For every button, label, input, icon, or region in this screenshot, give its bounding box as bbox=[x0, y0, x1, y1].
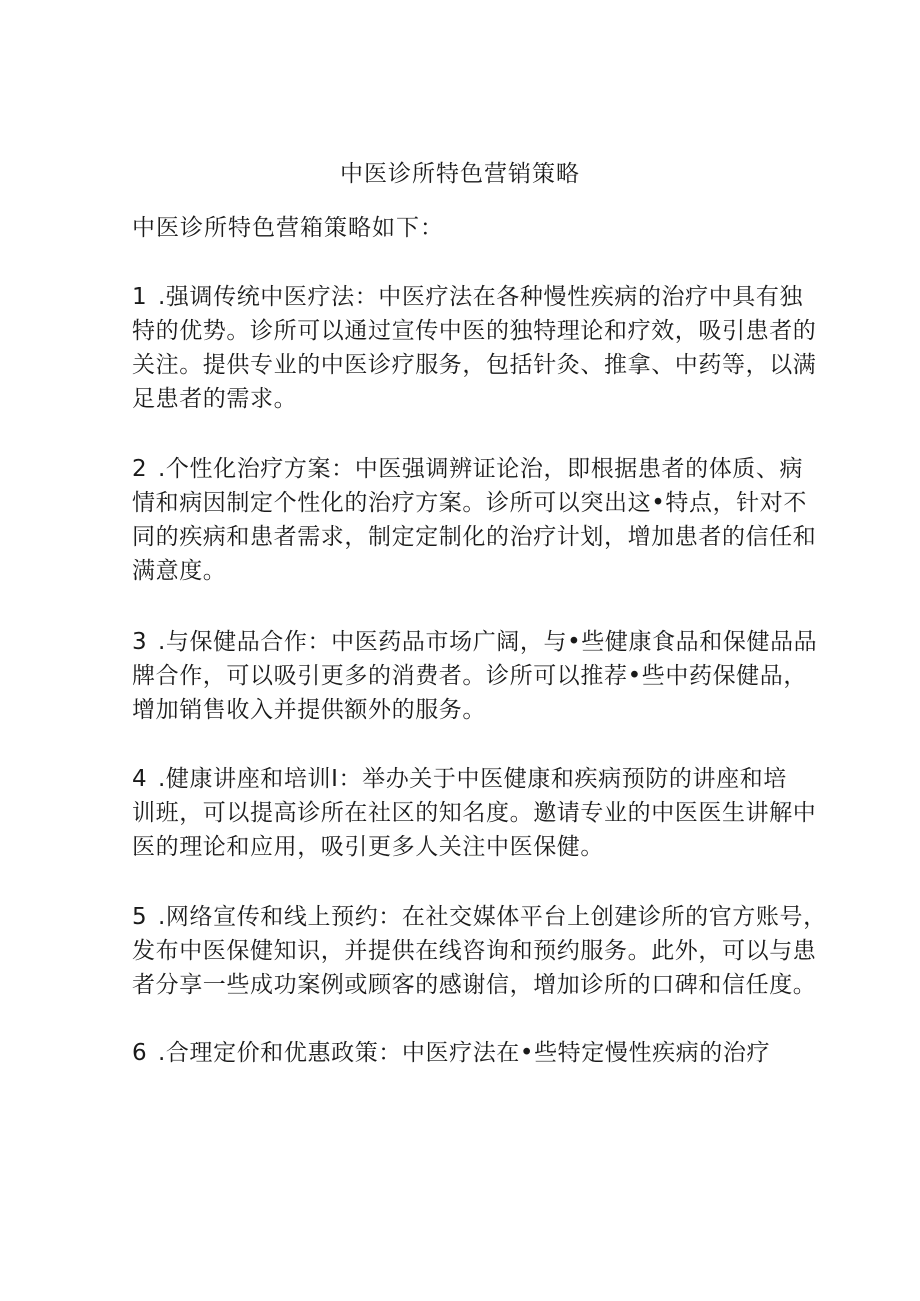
item-number: 4 bbox=[132, 766, 148, 792]
item-number: 5 bbox=[132, 904, 148, 930]
item-line: 医的理论和应用，吸引更多人关注中医保健。 bbox=[132, 834, 604, 860]
item-line: 训班，可以提高诊所在社区的知名度。邀请专业的中医医生讲解中 bbox=[132, 800, 817, 826]
list-item bbox=[132, 280, 817, 416]
list-item bbox=[132, 625, 818, 727]
item-line bbox=[132, 1036, 812, 1070]
list-item bbox=[132, 452, 817, 588]
item-text: .健康讲座和培训I：举办关于中医健康和疾病预防的讲座和培 bbox=[158, 766, 787, 792]
item-text: .强调传统中医疗法：中医疗法在各种慢性疾病的治疗中具有独 bbox=[158, 284, 804, 310]
item-text: .与保健品合作：中医药品市场广阔，与•些健康食品和保健品品 bbox=[158, 629, 818, 655]
item-line bbox=[132, 762, 812, 796]
intro-paragraph: 中医诊所特色营箱策略如下： bbox=[132, 215, 444, 241]
item-line bbox=[132, 625, 818, 659]
item-number: 1 bbox=[132, 284, 148, 310]
item-line bbox=[132, 900, 827, 934]
list-item bbox=[132, 1036, 812, 1070]
list-item bbox=[132, 900, 827, 1002]
item-line: 增加销售收入并提供额外的服务。 bbox=[132, 697, 486, 723]
item-line: 情和病因制定个性化的治疗方案。诊所可以突出这•特点，针对不 bbox=[132, 490, 807, 516]
item-line: 足患者的需求。 bbox=[132, 386, 298, 412]
document-title: 中医诊所特色营销策略 bbox=[340, 161, 580, 187]
item-line: 关注。提供专业的中医诊疗服务，包括针灸、推拿、中药等，以满 bbox=[132, 352, 817, 378]
item-line bbox=[132, 452, 812, 486]
item-text: .个性化治疗方案：中医强调辨证论治，即根据患者的体质、病 bbox=[158, 456, 804, 482]
item-text: .网络宣传和线上预约：在社交媒体平台上创建诊所的官方账号， bbox=[158, 904, 827, 930]
item-line: 牌合作，可以吸引更多的消费者。诊所可以推荐•些中药保健品， bbox=[132, 663, 807, 689]
item-line: 特的优势。诊所可以通过宣传中医的独特理论和疗效，吸引患者的 bbox=[132, 318, 817, 344]
item-line: 者分享一些成功案例或顾客的感谢信，增加诊所的口碑和信任度。 bbox=[132, 972, 817, 998]
item-line: 满意度。 bbox=[132, 558, 227, 584]
list-item bbox=[132, 762, 817, 864]
item-line bbox=[132, 280, 812, 314]
item-number: 3 bbox=[132, 629, 148, 655]
item-line: 发布中医保健知识，并提供在线咨询和预约服务。此外，可以与患 bbox=[132, 938, 817, 964]
item-line: 同的疾病和患者需求，制定定制化的治疗计划，增加患者的信任和 bbox=[132, 524, 817, 550]
item-text: .合理定价和优惠政策：中医疗法在•些特定慢性疾病的治疗 bbox=[158, 1040, 771, 1066]
item-number: 6 bbox=[132, 1040, 148, 1066]
item-number: 2 bbox=[132, 456, 148, 482]
